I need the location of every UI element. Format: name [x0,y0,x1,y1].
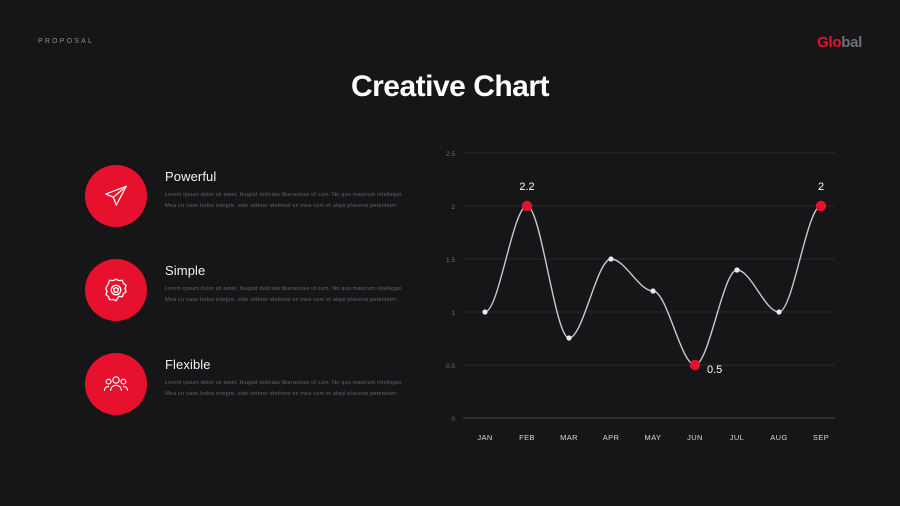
chart-data-points [482,256,781,340]
feature-badge-powerful [85,165,147,227]
feature-body: Lorem ipsum dolor sit amet, feugiat delicata liberavisse id cum. No quo maiorum intellegat. Mea cu case ludus integre, vide viderer eleifend ex mea cum et atqui placerat petentium. [165,286,403,303]
data-label-sep: 2 [817,181,825,193]
data-point-apr [608,256,613,261]
feature-text-flexible [165,353,403,400]
x-tick-mar: MAR [560,433,578,442]
x-tick-may: MAY [644,433,662,442]
feature-list [85,165,405,447]
gear-icon [102,276,130,304]
x-tick-jan: JAN [477,433,493,442]
feature-title: Simple [165,263,206,278]
feature-title: Flexible [165,357,211,372]
y-tick: 1.5 [445,257,455,264]
brand-logo [817,34,862,51]
data-label-jun: 0.5 [707,364,723,376]
x-tick-aug: AUG [770,433,788,442]
data-label-feb: 2.2 [519,181,535,193]
y-tick: 2 [451,204,455,211]
list-item[interactable] [85,259,405,321]
line-chart [435,140,855,450]
x-tick-apr: APR [602,433,620,442]
x-tick-feb: FEB [519,433,535,442]
x-tick-jul: JUL [729,433,745,442]
paper-plane-icon [103,183,129,209]
chart-line-series [485,206,821,365]
brand-logo-main: Glo [817,34,842,51]
data-point-jan [482,309,487,314]
feature-badge-flexible [85,353,147,415]
data-point-may [650,288,655,293]
data-point-mar [566,335,571,340]
page-title: Creative Chart [350,70,550,103]
feature-body: Lorem ipsum dolor sit amet, feugiat delicata liberavisse id cum. No quo maiorum intellegat. Mea cu case ludus integre, vide viderer eleifend ex mea cum et atqui placerat petentium. [165,380,403,397]
chart-highlighted-points [522,201,826,370]
y-tick: 1 [451,310,455,317]
people-icon [102,370,130,398]
brand-logo-sub: bal [841,34,862,51]
data-point-feb-highlight[interactable] [522,201,532,211]
feature-body: Lorem ipsum dolor sit amet, feugiat delicata liberavisse id cum. No quo maiorum intellegat. Mea cu case ludus integre, vide viderer eleifend ex mea cum et atqui placerat petentium. [165,192,403,209]
x-tick-sep: SEP [812,433,830,442]
y-axis-labels [446,151,455,423]
feature-text-powerful [165,165,403,212]
chart-canvas [435,140,855,450]
slide-kicker: PROPOSAL [38,38,95,45]
data-point-jul [734,267,739,272]
x-axis-labels [477,433,829,442]
list-item[interactable] [85,165,405,227]
feature-badge-simple [85,259,147,321]
data-point-sep-highlight[interactable] [816,201,826,211]
y-tick: 0.5 [445,363,455,370]
data-point-aug [776,309,781,314]
feature-title: Powerful [165,169,217,184]
y-tick: 2.5 [445,151,455,158]
y-tick: 0 [451,416,455,423]
x-tick-jun: JUN [687,433,703,442]
data-point-jun-highlight[interactable] [690,360,700,370]
feature-text-simple [165,259,403,306]
list-item[interactable] [85,353,405,415]
